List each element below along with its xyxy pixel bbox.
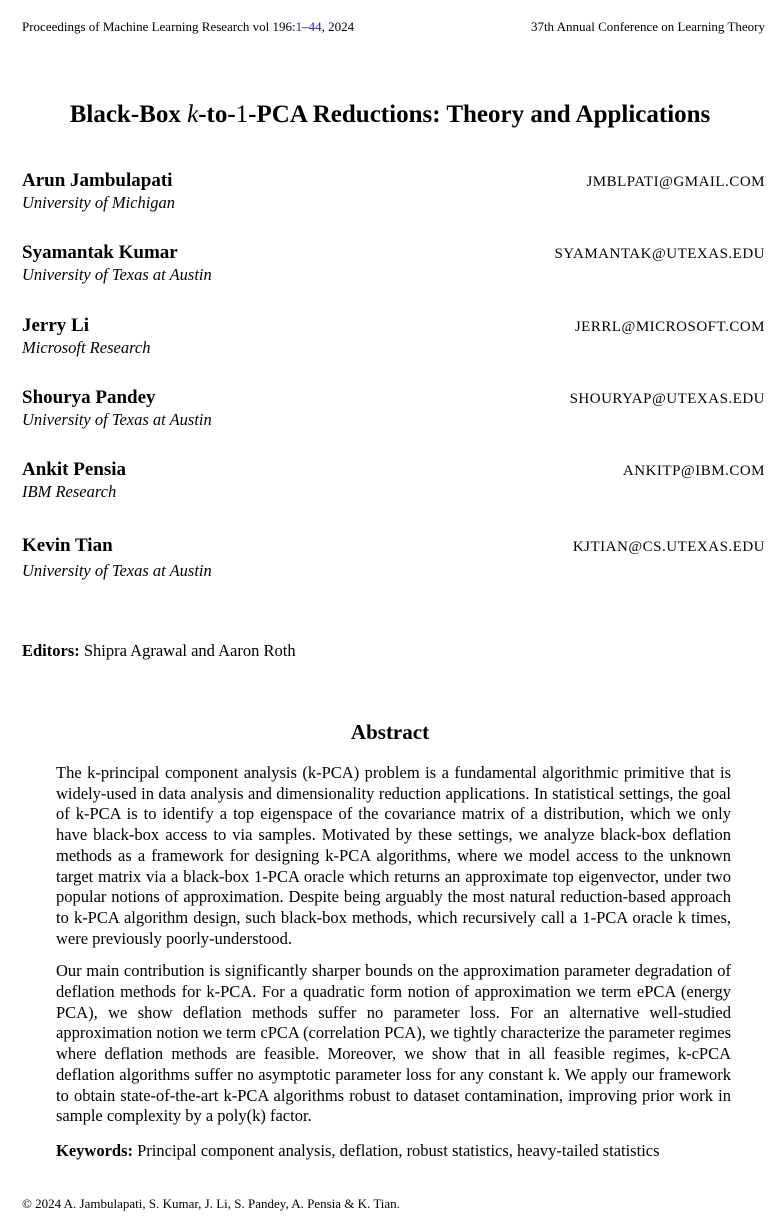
abstract-body [56, 763, 731, 1139]
author-block [22, 242, 765, 285]
running-header [22, 19, 765, 35]
editors-label: Editors: [22, 641, 80, 660]
author-name: Kevin Tian [22, 535, 113, 556]
author-affiliation: University of Michigan [22, 193, 176, 212]
keywords-label: Keywords: [56, 1141, 133, 1160]
author-email: ANKITP@IBM.COM [622, 463, 765, 479]
author-affiliation: University of Texas at Austin [22, 561, 212, 580]
abstract-heading: Abstract [350, 720, 430, 744]
author-affiliation: IBM Research [22, 482, 117, 501]
author-email: KJTIAN@CS.UTEXAS.EDU [572, 539, 765, 555]
abstract-paragraph: Our main contribution is significantly sharper bounds on the approximation parameter degradation of deflation methods for k-PCA. For a quadratic form notion of approximation we term ePCA (energy PCA), we show deflation methods suffer no parameter loss. For an alternative well-studied approximation notion we term cPCA (correlation PCA), we tightly characterize the parameter regimes where deflation methods are feasible. Moreover, we show that in all feasible regimes, k-cPCA deflation algorithms suffer no asymptotic parameter loss for any constant k. We apply our framework to obtain state-of-the-art k-PCA algorithms robust to dataset contamination, improving prior work in sample complexity by a poly(k) factor. [56, 961, 731, 1126]
last-page-link[interactable]: 44 [308, 19, 322, 34]
copyright-footer: © 2024 A. Jambulapati, S. Kumar, J. Li, S. Pandey, A. Pensia & K. Tian. [22, 1196, 400, 1211]
author-block [22, 315, 765, 358]
paper-title: Black-Box k-to-1-PCA Reductions: Theory and Applications [69, 101, 711, 128]
editors-line [22, 641, 296, 661]
author-affiliation: Microsoft Research [22, 338, 151, 357]
author-block [22, 459, 765, 502]
author-name: Ankit Pensia [22, 459, 126, 480]
author-name: Shourya Pandey [22, 387, 156, 408]
proceedings-info: Proceedings of Machine Learning Research vol 196:1–44, 2024 [22, 19, 355, 34]
author-name: Jerry Li [22, 315, 90, 336]
abstract-paragraph: The k-principal component analysis (k-PCA) problem is a fundamental algorithmic primitive that is widely-used in data analysis and dimensionality reduction applications. In statistical settings, the goal of k-PCA is to identify a top eigenspace of the covariance matrix of a distribution, which we only have black-box access to via samples. Motivated by these settings, we analyze black-box deflation methods as a framework for designing k-PCA algorithms, where we model access to the unknown target matrix via a black-box 1-PCA oracle which returns an approximate top eigenvector, under two popular notions of approximation. Despite being arguably the most natural reduction-based approach to k-PCA algorithm design, such black-box methods, which recursively call a 1-PCA oracle k times, were previously poorly-understood. [56, 763, 731, 948]
author-email: SYAMANTAK@UTEXAS.EDU [554, 246, 765, 262]
author-email: JMBLPATI@GMAIL.COM [586, 174, 765, 190]
editors-names: Shipra Agrawal and Aaron Roth [79, 641, 296, 660]
author-block [22, 535, 765, 581]
author-name: Syamantak Kumar [22, 242, 178, 263]
author-email: SHOURYAP@UTEXAS.EDU [569, 391, 765, 407]
author-block [22, 170, 765, 213]
conference-name: 37th Annual Conference on Learning Theory [530, 19, 765, 34]
first-page-link[interactable]: 1 [295, 19, 303, 34]
author-affiliation: University of Texas at Austin [22, 410, 212, 429]
author-email: JERRL@MICROSOFT.COM [574, 319, 765, 335]
author-name: Arun Jambulapati [22, 170, 173, 191]
author-block [22, 387, 765, 430]
keywords-line [56, 1141, 731, 1161]
keywords-text: Principal component analysis, deflation, robust statistics, heavy-tailed statistics [133, 1141, 660, 1160]
author-affiliation: University of Texas at Austin [22, 265, 212, 284]
